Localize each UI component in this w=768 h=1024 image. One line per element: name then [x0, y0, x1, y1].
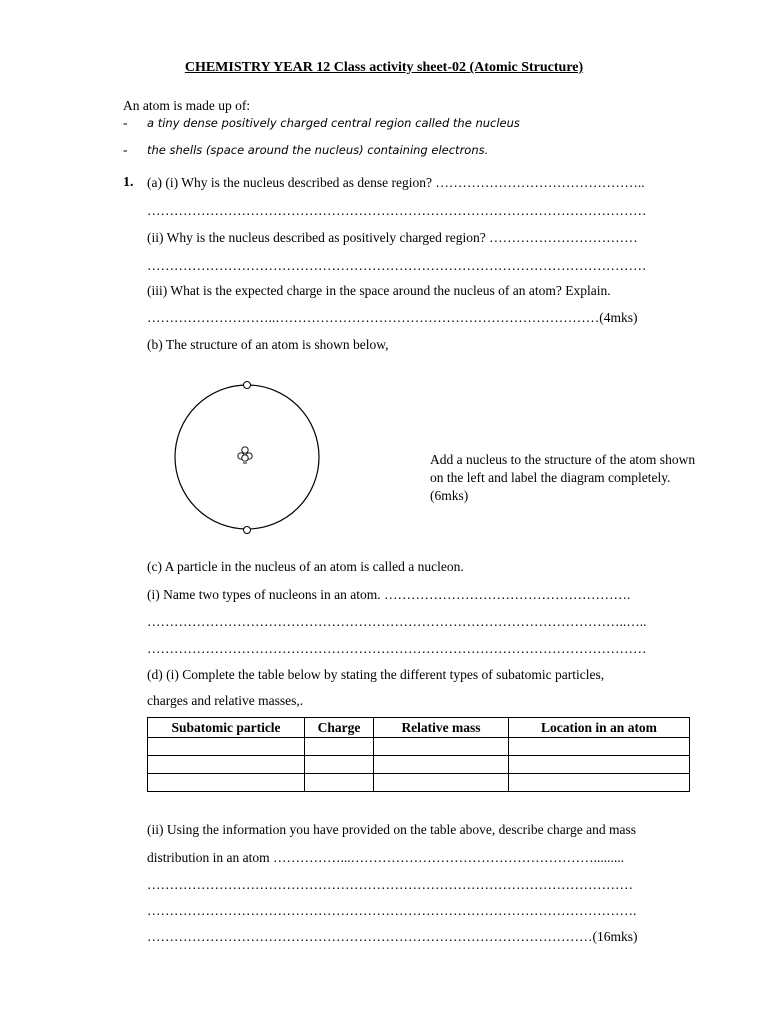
nucleus-particles: [238, 447, 252, 463]
question-d-ii-continued: distribution in an atom ……………...……………………………………………….........: [147, 850, 624, 865]
atom-diagram: [170, 378, 326, 538]
question-d-i: (d) (i) Complete the table below by stating the different types of subatomic particles,: [147, 667, 605, 682]
table-cell[interactable]: [148, 738, 305, 756]
question-b: (b) The structure of an atom is shown below,: [147, 337, 389, 352]
bullet-dash-1: -: [123, 115, 128, 130]
header-subatomic-particle: Subatomic particle: [148, 718, 305, 738]
answer-line-a-i: …………………………………………………………………………………………………: [147, 203, 647, 218]
question-number: 1.: [123, 175, 134, 190]
table-cell[interactable]: [305, 756, 374, 774]
question-d-i-continued: charges and relative masses,.: [147, 693, 304, 708]
diagram-instruction: Add a nucleus to the structure of the atom shown on the left and label the diagram completely. (6mks): [430, 452, 696, 503]
question-d-ii: (ii) Using the information you have provided on the table above, describe charge and mass: [147, 822, 636, 837]
answer-line-c-1: ……………………………………………………………………………………………..…..: [147, 614, 647, 629]
answer-line-d-3: ………………………………………………………………………………………(16mks): [147, 929, 638, 944]
table-cell[interactable]: [374, 774, 509, 792]
question-a-iii: (iii) What is the expected charge in the space around the nucleus of an atom? Explain.: [147, 283, 611, 298]
subatomic-table: [147, 717, 690, 792]
table-cell[interactable]: [509, 774, 690, 792]
table-row: [148, 774, 690, 792]
answer-line-a-iii: ………………………..………………………………………………………………(4mks): [147, 310, 638, 325]
bullet-text-2: the shells (space around the nucleus) containing electrons.: [147, 143, 489, 157]
question-a-i: (a) (i) Why is the nucleus described as dense region? ………………………………………..: [147, 175, 645, 190]
question-c-i: (i) Name two types of nucleons in an atom. ……………………………………………….: [147, 587, 631, 602]
intro-text: An atom is made up of:: [123, 98, 251, 113]
table-cell[interactable]: [509, 756, 690, 774]
bullet-dash-2: -: [123, 142, 128, 157]
table-cell[interactable]: [374, 756, 509, 774]
electron-bottom: [244, 527, 251, 534]
header-relative-mass: Relative mass: [374, 718, 509, 738]
question-a-ii: (ii) Why is the nucleus described as positively charged region? ……………………………: [147, 230, 638, 245]
question-c: (c) A particle in the nucleus of an atom is called a nucleon.: [147, 559, 464, 574]
table-cell[interactable]: [305, 738, 374, 756]
answer-line-c-2: …………………………………………………………………………………………………: [147, 641, 647, 656]
table-row: [148, 756, 690, 774]
header-location: Location in an atom: [509, 718, 690, 738]
table-cell[interactable]: [509, 738, 690, 756]
page-title: CHEMISTRY YEAR 12 Class activity sheet-02 (Atomic Structure): [184, 60, 584, 75]
electron-top: [244, 382, 251, 389]
table-header-row: [148, 718, 690, 738]
header-charge: Charge: [305, 718, 374, 738]
table-cell[interactable]: [374, 738, 509, 756]
table-row: [148, 738, 690, 756]
answer-line-d-2: ……………………………………………………………………………………………….: [147, 903, 637, 918]
answer-line-d-1: ………………………………………………………………………………………………: [147, 877, 633, 892]
bullet-text-1: a tiny dense positively charged central region called the nucleus: [147, 116, 520, 130]
answer-line-a-ii: …………………………………………………………………………………………………: [147, 258, 647, 273]
table-cell[interactable]: [148, 756, 305, 774]
table-cell[interactable]: [148, 774, 305, 792]
table-cell[interactable]: [305, 774, 374, 792]
